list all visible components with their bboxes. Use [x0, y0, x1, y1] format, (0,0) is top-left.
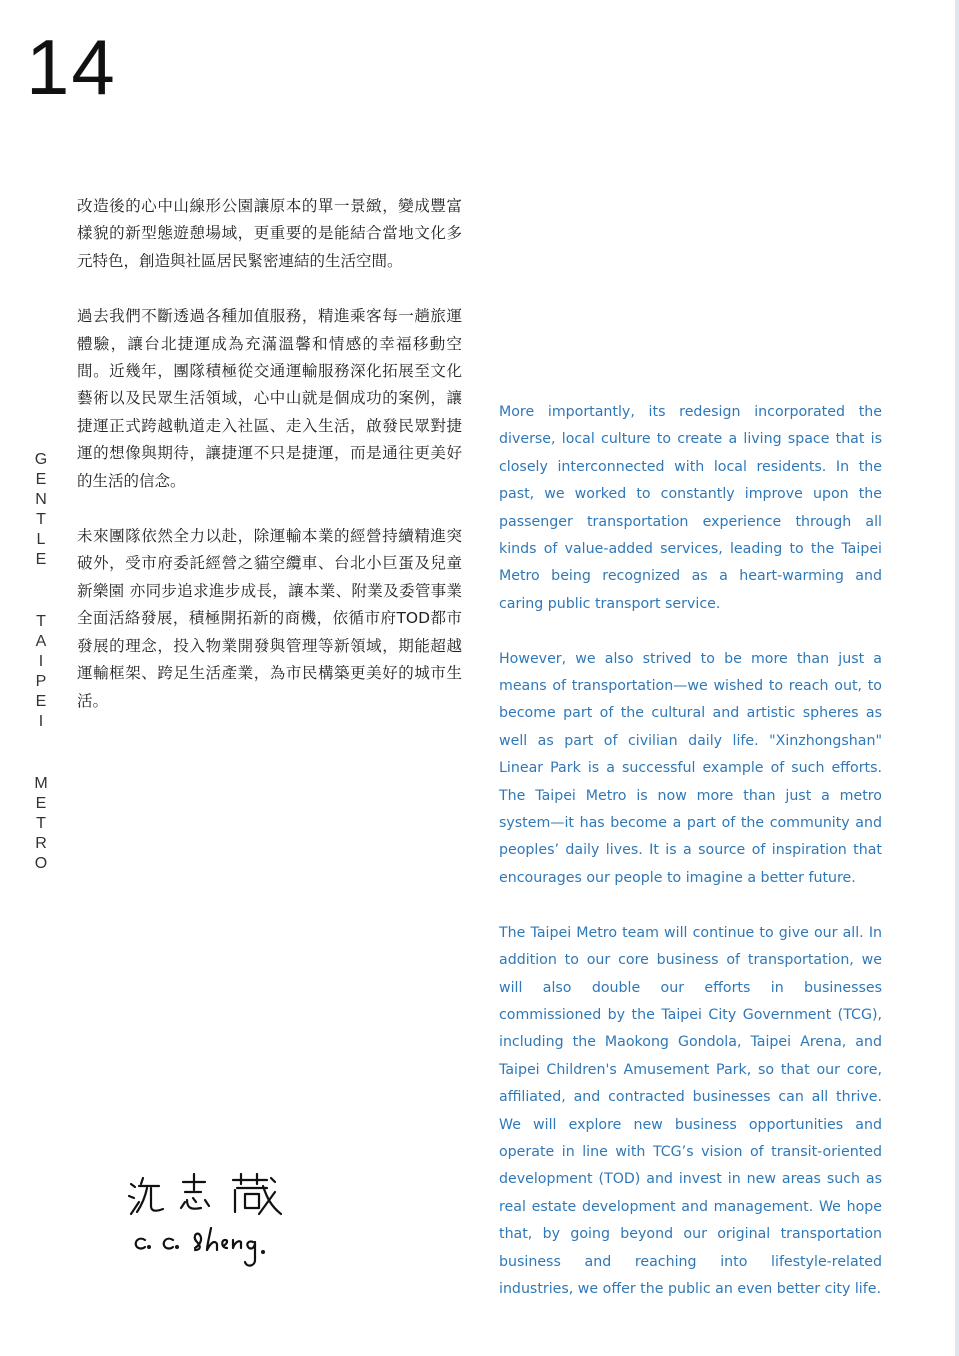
tagline-letter: P: [35, 673, 47, 690]
english-paragraph: However, we also strived to be more than just a means of transportation—we wished to reach out, to become part of the cultural and artistic spheres as well as part of civilian daily life. "Xinzhongshan" Linear Park is a successful example of such efforts. The Taipei Metro is now more than just a metro system—it has become a part of the community and peoples’ daily lives. It is a source of inspiration that encourages our people to imagine a better future.: [499, 650, 882, 886]
chinese-text-column: [77, 193, 462, 743]
english-paragraph: More importantly, its redesign incorporated the diverse, local culture to create a living space that is closely interconnected with local residents. In the past, we worked to constantly improve upon the passenger transportation experience through all kinds of value-added services, leading to the Taipei Metro being recognized as a heart-warming and caring public transport service.: [499, 404, 882, 612]
tagline-word-taipei: [32, 612, 50, 732]
english-text-column: [499, 399, 882, 1331]
tagline-letter: I: [38, 653, 44, 670]
signature: [125, 1170, 305, 1270]
tagline-letter: T: [36, 511, 46, 528]
tagline-letter: E: [35, 693, 47, 710]
tagline-word-gentle: [32, 450, 50, 570]
tagline-word-metro: [32, 774, 50, 874]
tagline-letter: E: [35, 795, 47, 812]
tagline-letter: T: [36, 613, 46, 630]
tagline-letter: O: [34, 855, 48, 872]
tagline-letter: I: [38, 713, 44, 730]
tagline-letter: L: [36, 531, 46, 548]
chinese-paragraph: 未來團隊依然全力以赴，除運輸本業的經營持續精進突破外，受市府委託經營之貓空纜車、台北小巨蛋及兒童新樂園 亦同步追求進步成長，讓本業、附業及委管事業全面活絡發展，積極開拓新的商機，依循市府TOD都市發展的理念，投入物業開發與管理等新領域，期能超越運輸框架、跨足生活產業，為市民構築更美好的城市生活。: [77, 527, 462, 710]
english-paragraph: The Taipei Metro team will continue to give our all. In addition to our core business of transportation, we will also double our efforts in businesses commissioned by the Taipei City Government (TCG), including the Maokong Gondola, Taipei Arena, and Taipei Children's Amusement Park, so that our core, affiliated, and contracted businesses can all thrive. We will explore new business opportunities and operate in line with TCG’s vision of transit-oriented development (TOD) and invest in new areas such as real estate development and management. We hope that, by going beyond our original transportation business and reaching into lifestyle-related industries, we offer the public an even better city life.: [499, 924, 882, 1297]
tagline-letter: A: [35, 633, 47, 650]
chinese-paragraph: 過去我們不斷透過各種加值服務，精進乘客每一趟旅運體驗，讓台北捷運成為充滿溫馨和情感的幸福移動空間。近幾年，團隊積極從交通運輸服務深化拓展至文化藝術以及民眾生活領域，心中山就是個成功的案例，讓捷運正式跨越軌道走入社區、走入生活，啟發民眾對捷運的想像與期待，讓捷運不只是捷運，而是通往更美好的生活的信念。: [77, 307, 462, 490]
vertical-tagline: [32, 450, 50, 916]
tagline-letter: M: [34, 775, 48, 792]
tagline-letter: T: [36, 815, 46, 832]
tagline-letter: E: [35, 551, 47, 568]
tagline-letter: G: [34, 451, 48, 468]
page-number: 14: [26, 23, 117, 111]
handwritten-signature-image: [125, 1170, 305, 1270]
chinese-paragraph: 改造後的心中山線形公園讓原本的單一景緻，變成豐富樣貌的新型態遊憩場域，更重要的是能結合當地文化多元特色，創造與社區居民緊密連結的生活空間。: [77, 197, 462, 270]
tagline-letter: R: [35, 835, 47, 852]
page-edge-strip: [955, 0, 959, 1356]
tagline-letter: E: [35, 471, 47, 488]
tagline-letter: N: [35, 491, 47, 508]
